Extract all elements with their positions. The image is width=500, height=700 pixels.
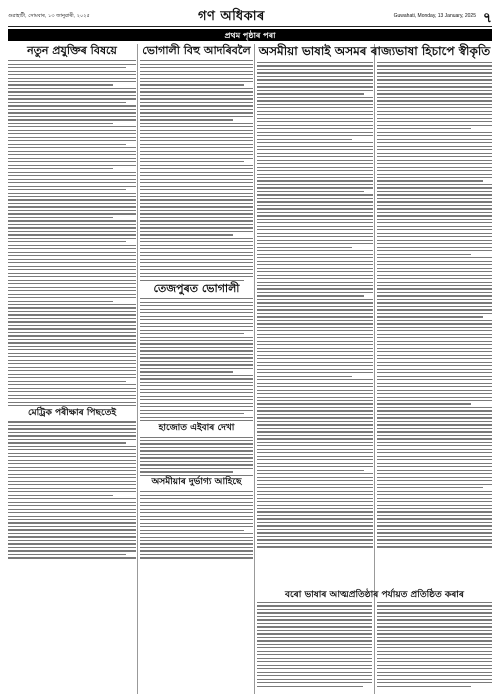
article-body — [377, 62, 492, 550]
section-banner-label: প্ৰথম পৃষ্ঠাৰ পৰা — [224, 30, 276, 40]
page-header — [8, 6, 492, 27]
article-body — [140, 491, 253, 558]
column-4 — [377, 62, 492, 90]
header-date-english: Guwahati, Monday, 13 January, 2025 — [393, 13, 476, 19]
headline-misfortune: অসমীয়াৰ দুৰ্ভাগ্য আহিছে — [151, 477, 242, 488]
column-1 — [8, 44, 136, 561]
article-body — [8, 421, 136, 558]
article-body — [8, 60, 136, 406]
article-body — [257, 602, 492, 689]
headline-new-technology: নতুন প্ৰযুক্তিৰ বিষয়ে — [27, 44, 117, 57]
section-banner — [8, 29, 492, 41]
headline-tezpur-bhogali: তেজপুৰত ভোগালী — [153, 282, 240, 296]
article-body — [140, 437, 253, 477]
column-divider — [254, 44, 255, 694]
headline-bodo-language: বৰো ভাষাৰ আত্মপ্ৰতিষ্ঠাৰ পৰ্যায়ত প্ৰতিষ্ঠিত কৰাৰ — [285, 590, 464, 600]
headline-matric-exam: মেট্ৰিক পৰীক্ষাৰ পিছতেই — [27, 407, 117, 418]
column-divider — [137, 44, 138, 694]
article-body — [140, 298, 253, 421]
header-date: গুৱাহাটী, সোমবাৰ, ১৩ জানুৱাৰী, ২০২৫ — [8, 13, 90, 19]
column-3 — [257, 44, 492, 61]
article-body — [377, 62, 492, 88]
page-number: ৭ — [482, 10, 492, 26]
article-body — [140, 60, 253, 281]
headline-hajo: হাজোত এইবাৰ দেখা — [158, 422, 235, 433]
column-2 — [140, 44, 253, 561]
headline-bhogali-bihu: ভোগালী বিহু আদৰিবলৈ — [142, 44, 251, 57]
headline-assamese-language: অসমীয়া ভাষাই অসমৰ ৰাজ্যভাষা হিচাপে স্বীকৃতি — [258, 44, 491, 58]
article-body — [257, 62, 373, 550]
newspaper-title: গণ অধিকাৰ — [198, 9, 265, 24]
